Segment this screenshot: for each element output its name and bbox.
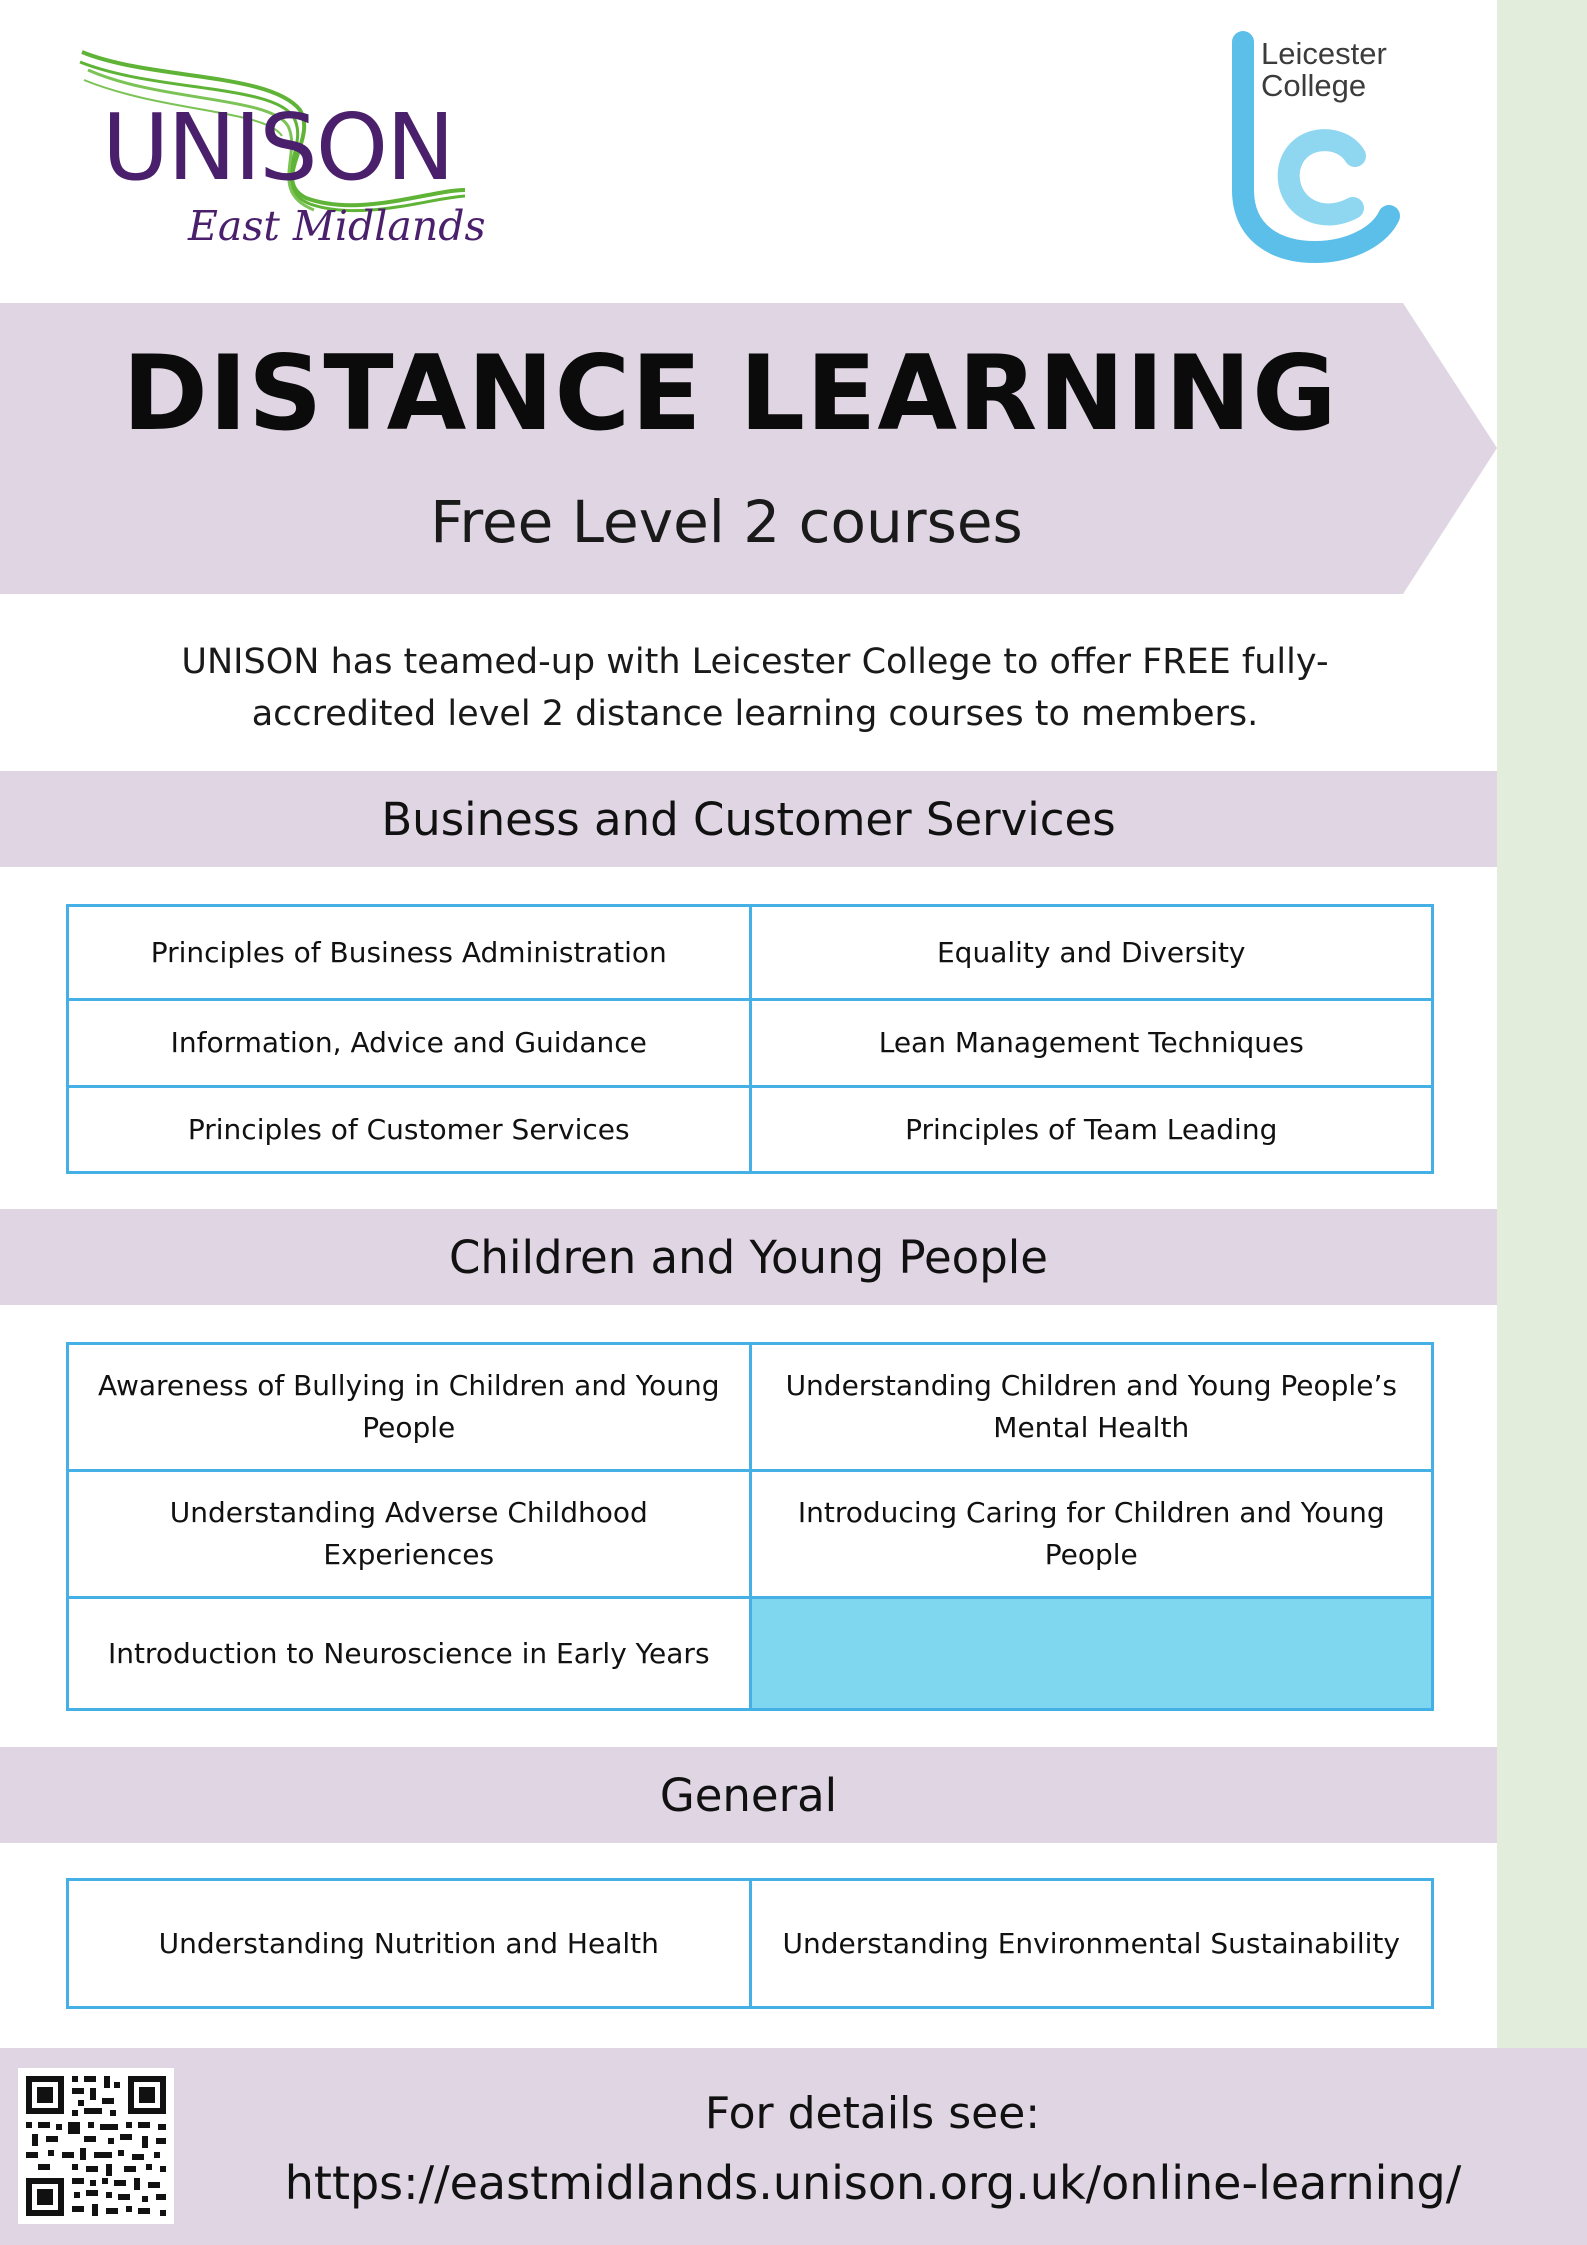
empty-filled-cell (750, 1598, 1433, 1710)
course-cell: Understanding Nutrition and Health (68, 1880, 751, 2008)
side-accent-strip (1497, 0, 1587, 2245)
course-cell: Introduction to Neuroscience in Early Years (68, 1598, 751, 1710)
course-cell: Understanding Adverse Childhood Experiences (68, 1471, 751, 1598)
qr-code-graphic (18, 2068, 174, 2224)
table-row (68, 1000, 1433, 1087)
page-subtitle: Free Level 2 courses (430, 488, 1023, 556)
course-table-general (66, 1878, 1434, 2009)
section-title: Business and Customer Services (381, 792, 1116, 846)
qr-code-icon[interactable] (18, 2068, 174, 2224)
unison-region-name: East Midlands (188, 202, 486, 250)
section-title: Children and Young People (449, 1230, 1048, 1284)
unison-wordmark: UNISON (102, 94, 453, 201)
table-row (68, 1344, 1433, 1471)
footer (0, 2048, 1587, 2245)
section-header-general (0, 1747, 1497, 1843)
course-cell: Information, Advice and Guidance (68, 1000, 751, 1087)
course-cell: Principles of Team Leading (750, 1087, 1433, 1173)
course-table-business (66, 904, 1434, 1174)
intro-text: UNISON has teamed-up with Leicester College to offer FREE fully-accredited level 2 distance learning courses to members. (181, 642, 1329, 734)
course-cell: Understanding Environmental Sustainability (750, 1880, 1433, 2008)
table-row (68, 1087, 1433, 1173)
unison-logo (70, 40, 486, 265)
course-cell: Understanding Children and Young People’s Mental Health (750, 1344, 1433, 1471)
college-name-line2: College (1261, 68, 1367, 103)
course-cell: Awareness of Bullying in Children and Young People (68, 1344, 751, 1471)
footer-heading: For details see: (704, 2088, 1041, 2139)
details-link[interactable]: https://eastmidlands.unison.org.uk/online-learning/ (284, 2156, 1462, 2210)
course-cell: Equality and Diversity (750, 906, 1433, 1000)
course-table-children (66, 1342, 1434, 1711)
course-cell: Principles of Customer Services (68, 1087, 751, 1173)
table-row (68, 1880, 1433, 2008)
college-name-line1: Leicester (1261, 36, 1387, 71)
section-title: General (659, 1768, 838, 1822)
course-cell: Principles of Business Administration (68, 906, 751, 1000)
course-cell: Introducing Caring for Children and Young People (750, 1471, 1433, 1598)
section-header-business (0, 771, 1497, 867)
hero-banner (0, 303, 1497, 594)
section-header-children (0, 1209, 1497, 1305)
table-row (68, 906, 1433, 1000)
leicester-college-logo (1215, 30, 1415, 270)
table-row (68, 1598, 1433, 1710)
table-row (68, 1471, 1433, 1598)
page-title: DISTANCE LEARNING (122, 334, 1338, 454)
course-cell: Lean Management Techniques (750, 1000, 1433, 1087)
college-name (1261, 38, 1387, 102)
